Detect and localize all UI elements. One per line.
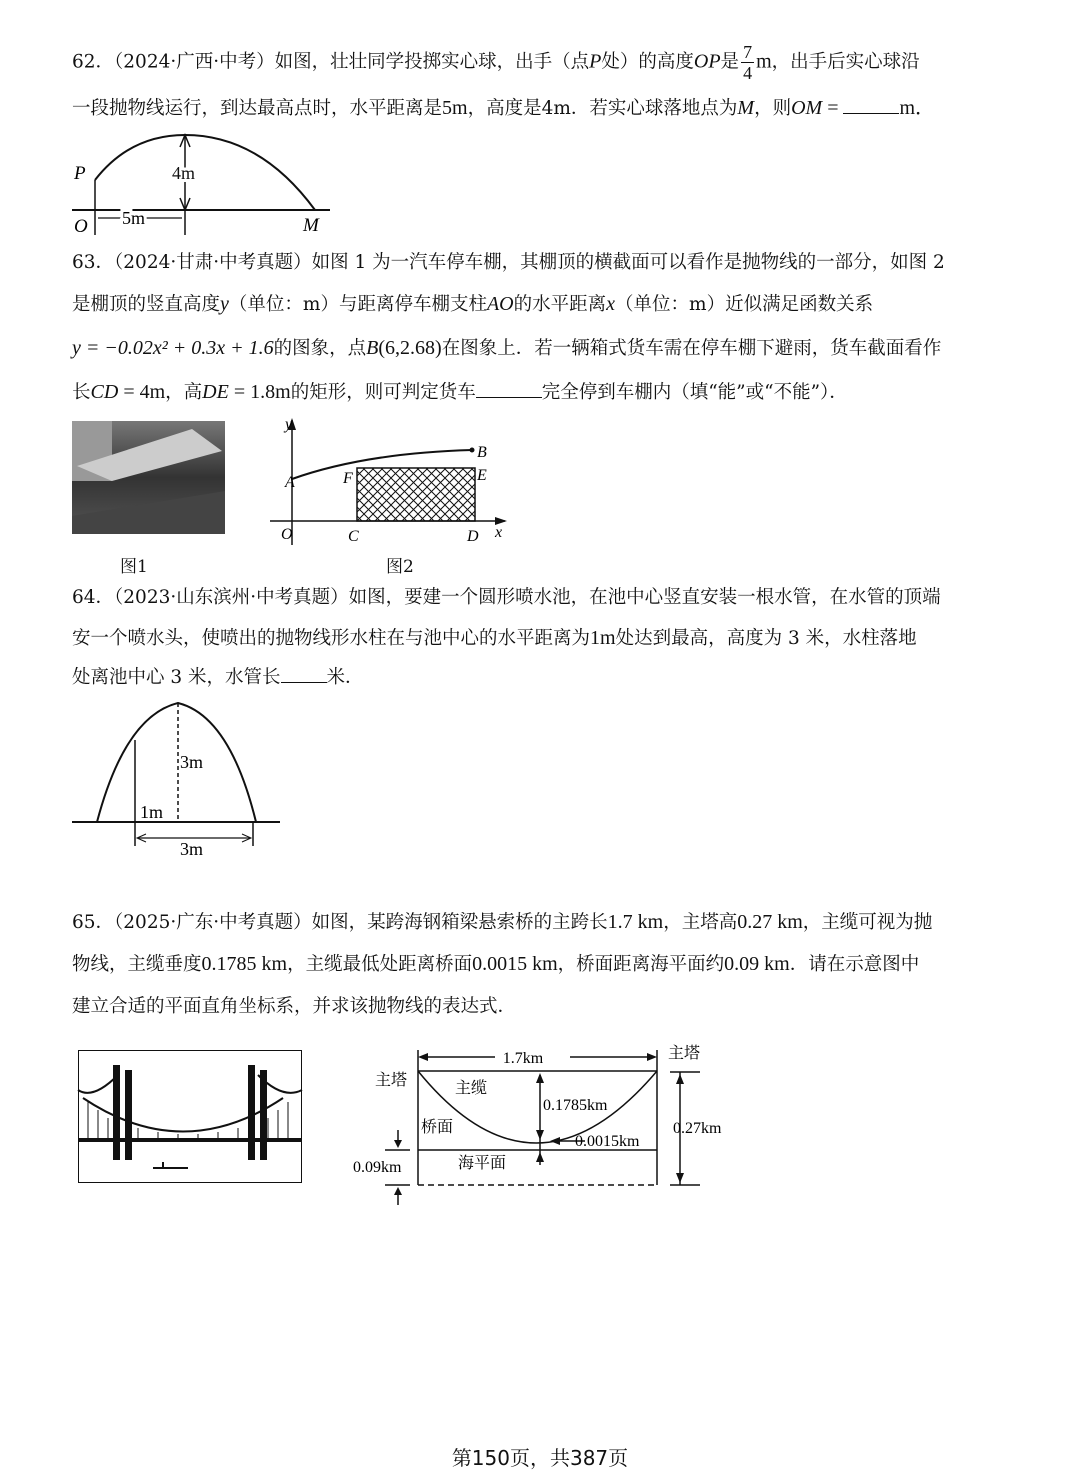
text-segment: ，桥面距离海平面约: [557, 954, 725, 975]
text-segment: = 4m: [118, 381, 166, 403]
text-segment: 安一个喷水头，使喷出的抛物线形水柱在与池中心的水平距离为: [72, 628, 591, 649]
label-deck-height: 0.09km: [353, 1159, 402, 1176]
label-5m: 5m: [122, 208, 146, 228]
label-C: C: [348, 528, 359, 545]
text-segment: 物线，主缆垂度: [72, 954, 202, 975]
text-segment: 65．（2025·广东·中考真题）如图，某跨海钢箱梁悬索桥的主跨长: [72, 912, 608, 933]
label-O: O: [74, 216, 88, 237]
text-segment: ，则: [754, 98, 792, 119]
label-tower-right: 主塔: [668, 1045, 701, 1062]
label-cable: 主缆: [455, 1080, 488, 1097]
axis-label-x: x: [495, 524, 503, 541]
label-F: F: [343, 470, 353, 487]
text-segment: 0.27 km: [737, 911, 803, 933]
text-segment: ，高度是4m．若实心球落地点为: [467, 98, 738, 119]
label-D: D: [467, 528, 479, 545]
text-line: [72, 586, 941, 610]
text-segment: 完全停到车棚内（填“能”或“不能”）．: [541, 382, 848, 403]
text-line: [72, 336, 941, 361]
label-sag: 0.1785km: [543, 1097, 608, 1114]
text-segment: 在图象上．若一辆箱式货车需在停车棚下避雨，货车截面看作: [441, 338, 942, 359]
text-line: [72, 666, 364, 690]
text-segment: ，主塔高: [663, 912, 738, 933]
text-segment: ．请在示意图中: [789, 954, 920, 975]
math-text: y: [220, 293, 229, 315]
text-segment: ，主缆最低处距离桥面: [287, 954, 473, 975]
label-O: O: [281, 526, 293, 543]
caption-fig2: 图2: [386, 557, 414, 577]
answer-blank: [843, 97, 899, 114]
math-text: M: [737, 97, 755, 119]
text-segment: ，高: [165, 382, 203, 403]
answer-blank: [281, 666, 327, 683]
label-tower-left: 主塔: [375, 1072, 408, 1089]
math-text: OP: [693, 50, 721, 73]
text-segment: 处离池中心 3 米，水管长: [72, 667, 281, 688]
fraction-part: 7: [743, 42, 753, 62]
text-segment: 长: [72, 382, 91, 403]
text-line: [72, 910, 932, 935]
text-line: [72, 995, 516, 1019]
label-3m-span: 3m: [180, 839, 204, 859]
figure-q65-diagram: [345, 1040, 735, 1210]
figure-q62-shotput: [70, 125, 340, 240]
answer-blank: [476, 381, 542, 398]
text-segment: 的图象，点: [273, 338, 367, 359]
label-lowest: 0.0015km: [575, 1133, 640, 1150]
text-segment: 5m: [442, 97, 468, 119]
label-3m-height: 3m: [180, 752, 204, 772]
label-E: E: [477, 467, 487, 484]
text-segment: 0.1785 km: [201, 953, 288, 975]
text-segment: 64．（2023·山东滨州·中考真题）如图，要建一个圆形喷水池，在池中心竖直安装一根水管，在水管的顶端: [72, 587, 941, 608]
text-segment: 处达到最高，高度为 3 米，水柱落地: [615, 628, 917, 649]
label-4m: 4m: [172, 163, 196, 183]
label-B: B: [477, 444, 487, 461]
math-text: P: [589, 50, 602, 73]
label-M: M: [303, 215, 319, 236]
math-text: x: [606, 293, 616, 315]
math-text: OM: [791, 97, 823, 119]
text-segment: ，出手后实心球沿: [771, 51, 920, 73]
label-sea-level: 海平面: [458, 1155, 507, 1172]
text-line: [72, 380, 848, 405]
text-line: [72, 42, 920, 83]
axis-label-y: y: [285, 416, 293, 433]
text-line: [72, 96, 935, 121]
page-footer: 第150页，共387页: [451, 1446, 629, 1470]
text-segment: （单位：m）近似满足函数关系: [615, 294, 874, 315]
figure-q63-graph: [265, 415, 515, 550]
text-segment: 是棚顶的竖直高度: [72, 294, 221, 315]
text-segment: = 1.8m: [228, 381, 291, 403]
label-P: P: [74, 163, 86, 184]
label-A: A: [285, 474, 295, 491]
text-segment: 建立合适的平面直角坐标系，并求该抛物线的表达式．: [72, 996, 517, 1017]
text-segment: 0.09 km: [724, 953, 790, 975]
text-segment: m: [756, 50, 772, 73]
text-segment: 1m: [590, 627, 616, 649]
math-text: y = −0.02x² + 0.3x + 1.6: [72, 337, 274, 359]
text-segment: 1.7 km: [607, 911, 664, 933]
text-segment: 是: [720, 51, 740, 73]
math-text: B: [366, 337, 379, 359]
label-deck: 桥面: [421, 1119, 454, 1136]
text-line: [72, 292, 873, 317]
text-segment: 0.0015 km: [472, 953, 558, 975]
figure-q64-fountain: [70, 698, 285, 863]
text-line: [72, 626, 917, 651]
math-text: DE: [202, 381, 229, 403]
fraction-part: 4: [743, 63, 753, 83]
text-segment: 的矩形，则可判定货车: [290, 382, 476, 403]
text-segment: 62．（2024·广西·中考）如图，壮壮同学投掷实心球，出手（点: [72, 51, 590, 73]
text-segment: m．: [899, 97, 936, 119]
text-line: [72, 251, 945, 275]
bridge-illustration: [78, 1050, 303, 1184]
fraction: [741, 42, 754, 83]
photo-carport: [72, 421, 225, 534]
text-segment: 63．（2024·甘肃·中考真题）如图 1 为一汽车停车棚，其棚顶的横截面可以看作是抛物线的一部分，如图 2: [72, 252, 945, 273]
math-text: AO: [486, 293, 514, 315]
label-span: 1.7km: [502, 1050, 544, 1067]
text-segment: 米．: [326, 667, 364, 688]
math-text: CD: [90, 381, 119, 403]
text-line: [72, 952, 919, 977]
text-segment: 一段抛物线运行，到达最高点时，水平距离是: [72, 98, 443, 119]
text-segment: ，主缆可视为抛: [802, 912, 933, 933]
label-tower-height: 0.27km: [673, 1120, 722, 1137]
text-segment: （单位：m）与距离停车棚支柱: [228, 294, 487, 315]
caption-fig1: 图1: [120, 557, 148, 577]
text-segment: (6,2.68): [378, 337, 442, 359]
label-1m: 1m: [140, 802, 164, 822]
text-segment: 的水平距离: [513, 294, 607, 315]
text-segment: =: [822, 97, 844, 119]
text-segment: 处）的高度: [601, 51, 694, 73]
